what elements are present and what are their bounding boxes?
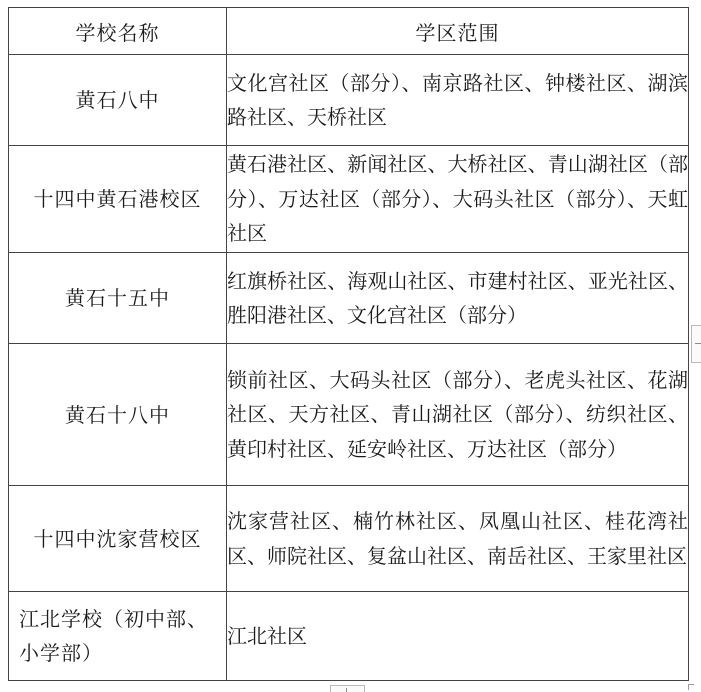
table-header-row [9,8,689,55]
school-name-cell: 十四中黄石港校区 [9,146,227,253]
school-name-cell: 十四中沈家营校区 [9,486,227,592]
table-row [9,253,689,344]
district-scope-cell: 红旗桥社区、海观山社区、市建村社区、亚光社区、胜阳港社区、文化宫社区（部分） [227,253,689,344]
resize-handle[interactable] [691,325,701,363]
resize-handle-tick [695,343,701,344]
district-scope-cell: 江北社区 [227,592,689,681]
table-corner-marker [688,684,694,690]
table-row [9,344,689,486]
school-name-cell: 黄石八中 [9,55,227,146]
district-scope-cell: 黄石港社区、新闻社区、大桥社区、青山湖社区（部分）、万达社区（部分）、大码头社区（部分）、天虹社区 [227,146,689,253]
column-resize-handle-tick [346,688,347,692]
column-resize-handle[interactable] [330,685,365,692]
table-row [9,592,689,681]
school-name-cell: 黄石十五中 [9,253,227,344]
school-name-cell: 黄石十八中 [9,344,227,486]
district-scope-cell: 沈家营社区、楠竹林社区、凤凰山社区、桂花湾社区、师院社区、复盆山社区、南岳社区、王家里社区 [227,486,689,592]
school-district-table [8,7,689,681]
school-name-header: 学校名称 [9,8,227,55]
district-scope-header: 学区范围 [227,8,689,55]
district-scope-cell: 文化宫社区（部分）、南京路社区、钟楼社区、湖滨路社区、天桥社区 [227,55,689,146]
school-name-cell: 江北学校（初中部、小学部） [9,592,227,681]
district-scope-cell: 锁前社区、大码头社区（部分）、老虎头社区、花湖社区、天方社区、青山湖社区（部分）、纺织社区、黄印村社区、延安岭社区、万达社区（部分） [227,344,689,486]
table-row [9,55,689,146]
table-row [9,486,689,592]
table-row [9,146,689,253]
